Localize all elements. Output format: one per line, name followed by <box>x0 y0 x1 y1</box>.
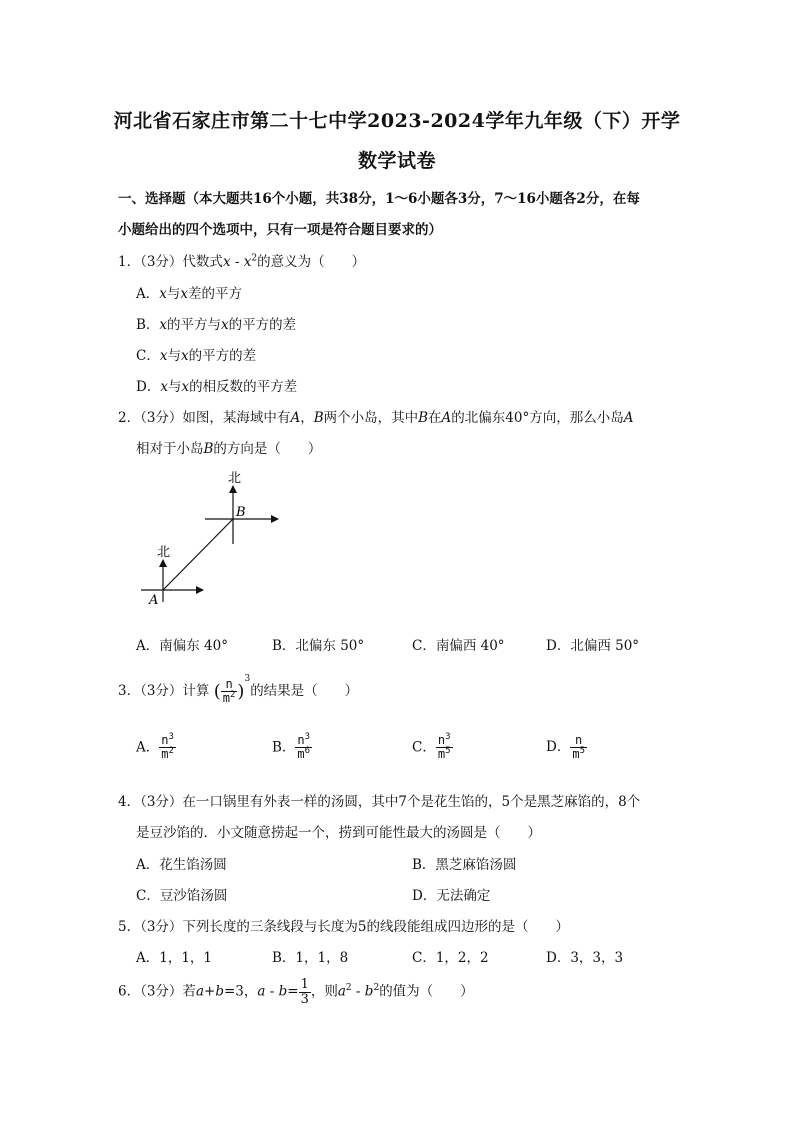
north-label-bottom: 北 <box>157 545 171 560</box>
question-2-option-a: A．南偏东 40° <box>136 638 228 654</box>
question-1-option-b: B．x的平方与x的平方的差 <box>136 317 297 333</box>
question-4-option-a: A．花生馅汤圆 <box>136 857 227 873</box>
question-4-option-d: D．无法确定 <box>412 888 491 904</box>
question-5-option-d: D．3，3，3 <box>546 950 624 966</box>
section-heading-line1: 一、选择题（本大题共16个小题，共38分，1～6小题各3分，7～16小题各2分，在每 <box>118 191 640 207</box>
question-5-option-c: C．1，2，2 <box>412 950 489 966</box>
north-label-top: 北 <box>228 471 242 486</box>
question-1-option-d: D．x与x的相反数的平方差 <box>136 379 298 395</box>
question-1-option-c: C．x与x的平方的差 <box>136 348 257 364</box>
question-3-option-b: B． $\frac{n^3}{m^6}$ <box>272 732 311 762</box>
question-5-stem: 5．（3分）下列长度的三条线段与长度为5的线段能组成四边形的是（ ） <box>118 919 570 935</box>
question-1-option-a: A．x与x差的平方 <box>136 286 242 302</box>
question-2-stem-line1: 2．（3分）如图，某海域中有A，B两个小岛，其中B在A的北偏东40°方向，那么小岛A <box>118 410 634 426</box>
question-3-expression: $\frac{n}{m^2}$ <box>222 677 236 705</box>
question-3-option-c: C． $\frac{n^3}{m^5}$ <box>412 732 451 762</box>
exam-title-line2: 数学试卷 <box>357 150 436 172</box>
question-2-option-b: B．北偏东 50° <box>272 638 365 654</box>
question-6-stem: 6．（3分）若a+b=3，a - b= $\frac{1}{3}$ ，则$a^2 - b^2$的值为（ ） <box>118 977 474 1007</box>
line-ab <box>163 519 233 590</box>
exam-title-line1: 河北省石家庄市第二十七中学2023-2024学年九年级（下）开学 <box>113 110 681 132</box>
question-3-stem: 3．（3分）计算 ( $\frac{n}{m^2}$ )$^3$的结果是（ ） <box>118 674 359 705</box>
question-3-option-a: A． $\frac{n^3}{m^2}$ <box>136 732 174 762</box>
point-label-b: B <box>236 505 246 520</box>
question-4-option-b: B．黑芝麻馅汤圆 <box>412 857 517 873</box>
island-direction-diagram <box>133 462 293 612</box>
question-3-option-d: D． $\frac{n}{m^5}$ <box>546 733 585 761</box>
question-4-stem-line2: 是豆沙馅的．小文随意捞起一个，捞到可能性最大的汤圆是（ ） <box>136 825 541 841</box>
question-4-stem-line1: 4．（3分）在一口锅里有外表一样的汤圆，其中7个是花生馅的，5个是黑芝麻馅的，8个 <box>118 794 641 810</box>
question-2-stem-line2: 相对于小岛B的方向是（ ） <box>136 441 322 457</box>
question-2-option-d: D．北偏西 50° <box>546 638 640 654</box>
question-2-option-c: C．南偏西 40° <box>412 638 505 654</box>
question-5-option-b: B．1，1，8 <box>272 950 349 966</box>
question-1-stem: 1．（3分）代数式x - $x^2$的意义为（ ） <box>118 253 366 270</box>
question-4-option-c: C．豆沙馅汤圆 <box>136 888 228 904</box>
section-heading-line2: 小题给出的四个选项中，只有一项是符合题目要求的） <box>118 222 442 238</box>
point-label-a: A <box>149 593 159 608</box>
question-5-option-a: A．1，1，1 <box>136 950 213 966</box>
